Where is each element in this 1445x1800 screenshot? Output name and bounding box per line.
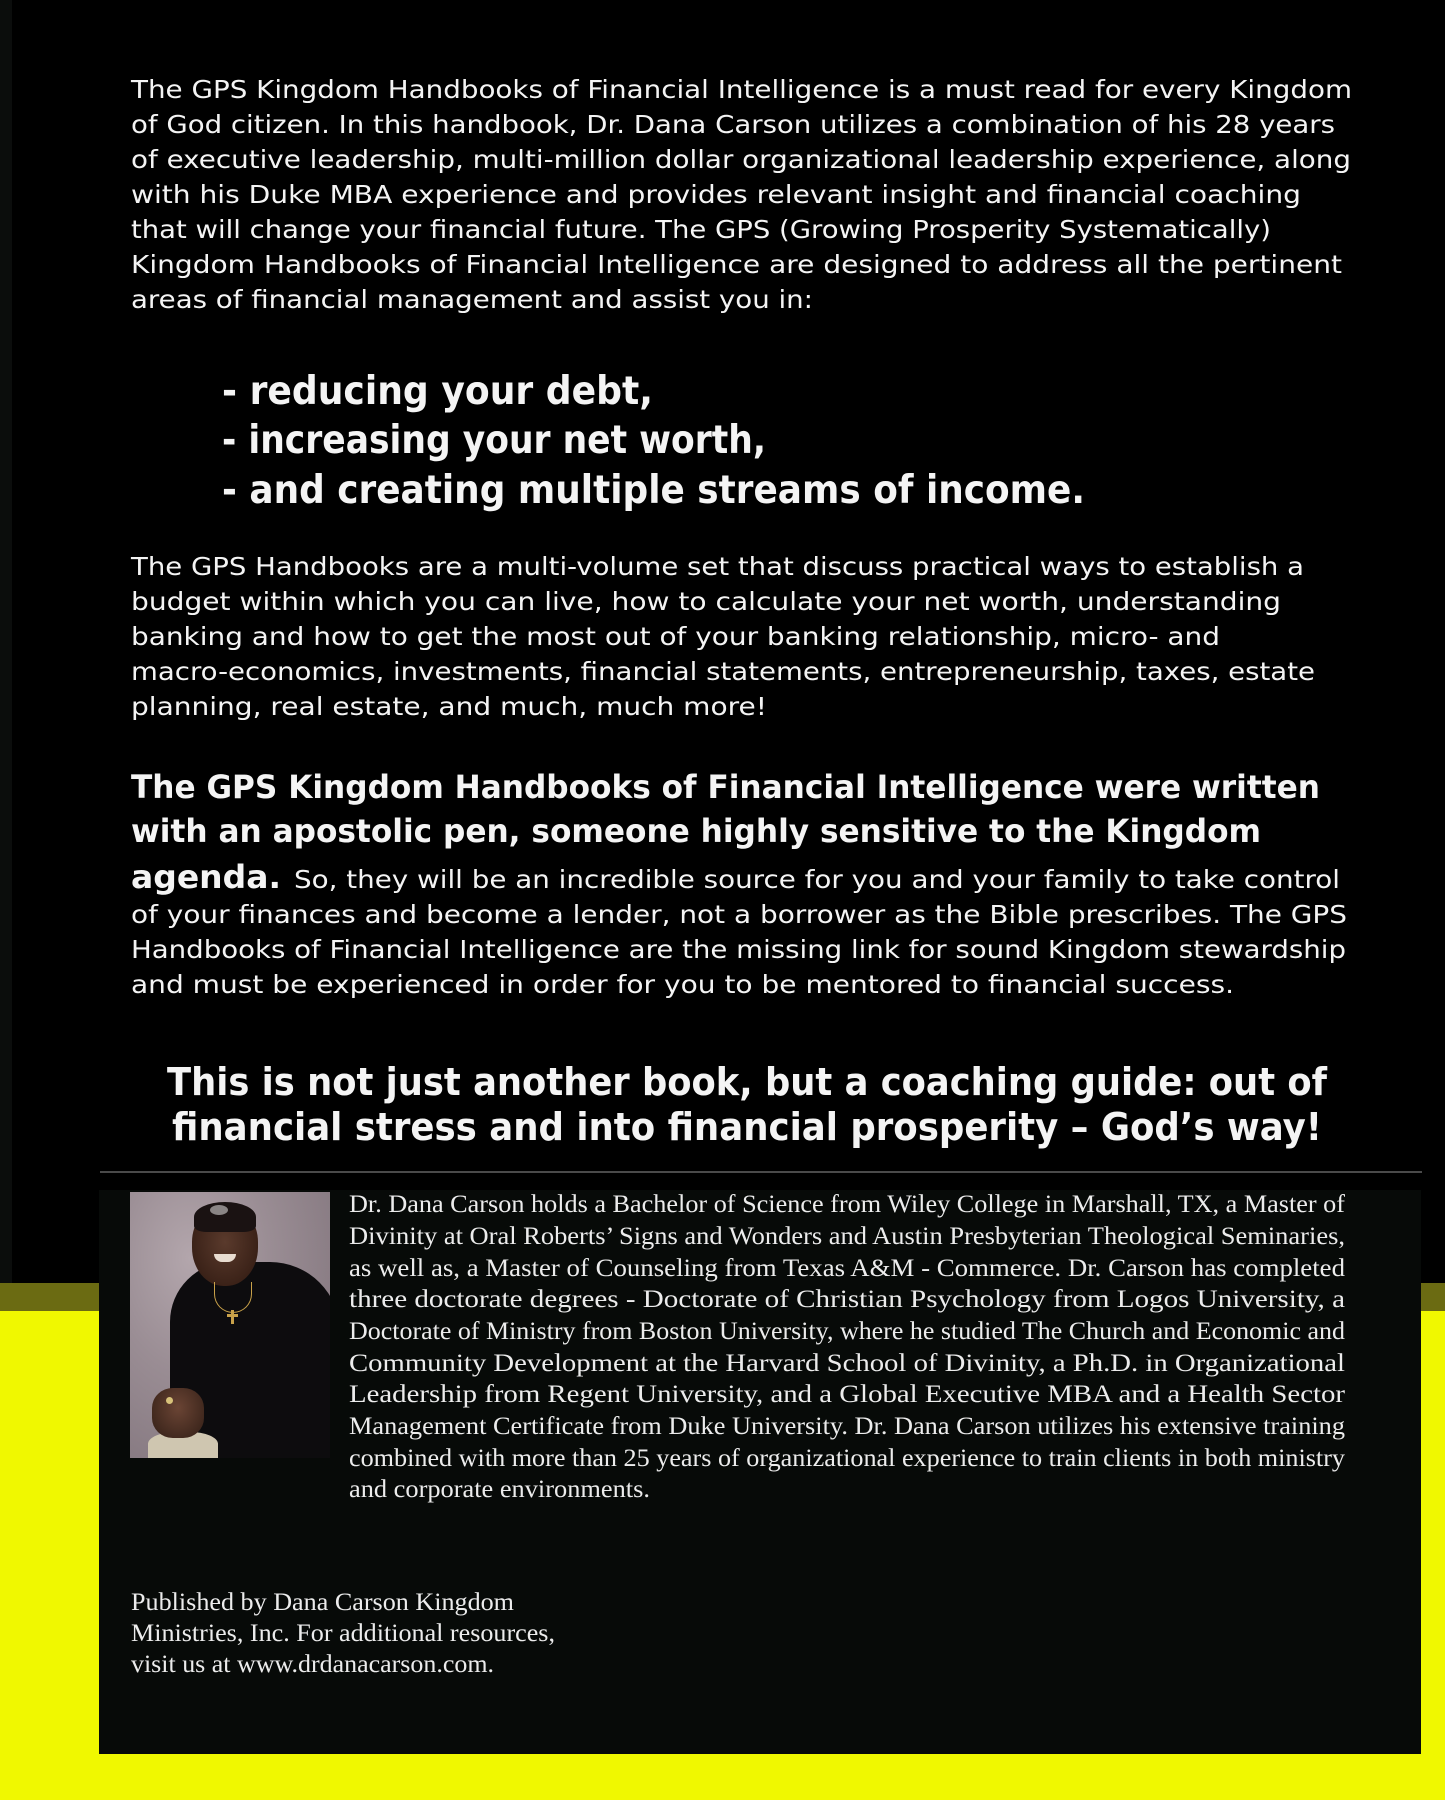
volumes-paragraph: [130, 552, 1315, 721]
apostolic-line: of your finances and become a lender, not a borrower as the Bible prescribes. The GPS: [131, 900, 1347, 929]
intro-line: with his Duke MBA experience and provides relevant insight and financial coaching: [131, 180, 1301, 209]
bio-line: Leadership from Regent University, and a Global Executive MBA and a Health Sector: [349, 1381, 1346, 1408]
publisher-info: [131, 1589, 555, 1678]
bio-line: Dr. Dana Carson holds a Bachelor of Science from Wiley College in Marshall, TX, a Master of: [349, 1191, 1346, 1218]
bio-line: Community Development at the Harvard School of Divinity, a Ph.D. in Organizational: [349, 1350, 1346, 1377]
bio-line: three doctorate degrees - Doctorate of Christian Psychology from Logos University, a: [349, 1286, 1345, 1313]
intro-line: areas of financial management and assist you in:: [131, 285, 813, 314]
benefits-list: [222, 369, 1085, 513]
bio-line: Management Certificate from Duke University. Dr. Dana Carson utilizes his extensive training: [349, 1413, 1346, 1440]
publisher-line: Published by Dana Carson Kingdom: [131, 1589, 515, 1616]
volumes-line: banking and how to get the most out of your banking relationship, micro- and: [131, 622, 1220, 651]
bio-line: Doctorate of Ministry from Boston University, where he studied The Church and Economic and: [349, 1318, 1346, 1345]
bio-line: combined with more than 25 years of organizational experience to train clients in both ministry: [349, 1445, 1346, 1472]
apostolic-bold-line: with an apostolic pen, someone highly sensitive to the Kingdom: [131, 812, 1261, 850]
publisher-website-line: visit us at www.drdanacarson.com.: [131, 1651, 494, 1678]
volumes-line: macro-economics, investments, financial statements, entrepreneurship, taxes, estate: [131, 657, 1315, 686]
benefit-item: - and creating multiple streams of income.: [222, 468, 1085, 513]
author-bio: [349, 1191, 1346, 1503]
benefit-item: - reducing your debt,: [222, 369, 653, 414]
closing-statement: [167, 1060, 1327, 1149]
intro-paragraph: [130, 75, 1352, 314]
volumes-line: budget within which you can live, how to calculate your net worth, understanding: [131, 587, 1281, 616]
intro-line: The GPS Kingdom Handbooks of Financial Intelligence is a must read for every Kingdom: [129, 75, 1353, 104]
closing-line: This is not just another book, but a coaching guide: out of: [167, 1060, 1328, 1104]
apostolic-line: So, they will be an incredible source for you and your family to take control: [294, 865, 1340, 894]
bio-line: and corporate environments.: [349, 1476, 650, 1503]
bio-line: as well as, a Master of Counseling from Texas A&M - Commerce. Dr. Carson has completed: [349, 1255, 1346, 1282]
apostolic-line: Handbooks of Financial Intelligence are the missing link for sound Kingdom stewardship: [131, 935, 1346, 964]
apostolic-bold-tail: agenda.: [131, 858, 281, 896]
intro-line: of executive leadership, multi-million dollar organizational leadership experience, along: [131, 145, 1351, 174]
bio-line: Divinity at Oral Roberts’ Signs and Wonders and Austin Presbyterian Theological Seminaries,: [349, 1223, 1345, 1250]
intro-line: Kingdom Handbooks of Financial Intelligence are designed to address all the pertinent: [131, 250, 1343, 279]
volumes-line: The GPS Handbooks are a multi-volume set that discuss practical ways to establish a: [129, 552, 1305, 581]
benefit-item: - increasing your net worth,: [222, 418, 766, 463]
intro-line: that will change your financial future. The GPS (Growing Prosperity Systematically): [131, 215, 1271, 244]
apostolic-paragraph: [131, 768, 1347, 999]
intro-line: of God citizen. In this handbook, Dr. Dana Carson utilizes a combination of his 28 years: [131, 110, 1335, 139]
closing-line: financial stress and into financial prosperity – God’s way!: [172, 1105, 1322, 1149]
apostolic-bold-line: The GPS Kingdom Handbooks of Financial Intelligence were written: [131, 768, 1320, 806]
volumes-line: planning, real estate, and much, much more!: [131, 692, 767, 721]
publisher-line: Ministries, Inc. For additional resources,: [131, 1620, 555, 1647]
apostolic-line: and must be experienced in order for you to be mentored to financial success.: [131, 970, 1234, 999]
